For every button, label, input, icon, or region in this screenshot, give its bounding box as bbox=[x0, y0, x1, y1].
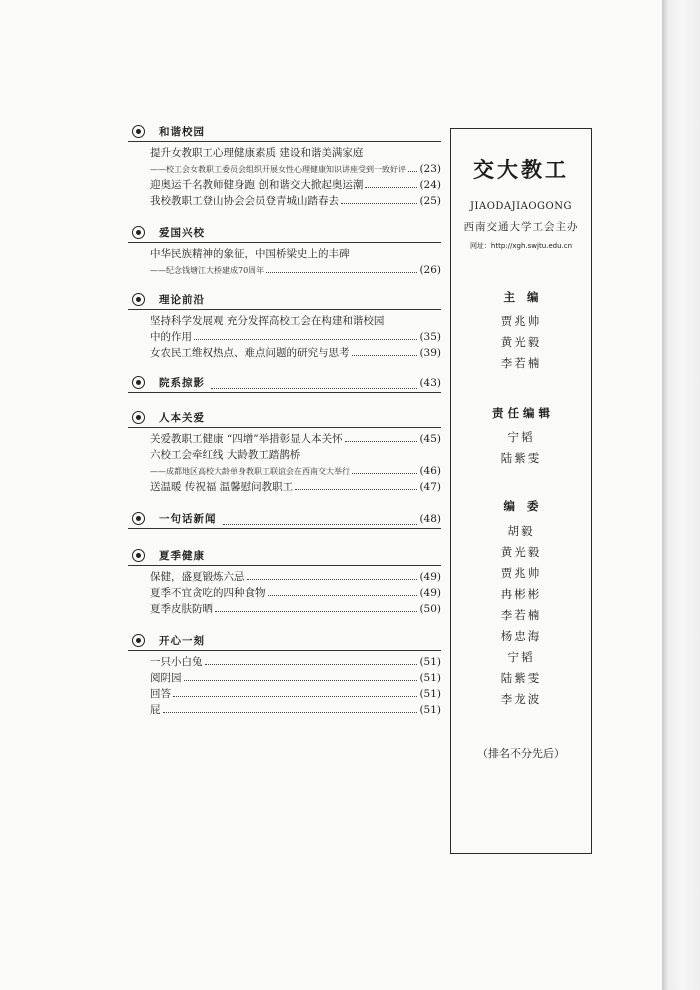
page-number: (49) bbox=[419, 587, 441, 599]
page-number: (46) bbox=[419, 465, 441, 477]
editor-name: 宁韬 bbox=[507, 650, 535, 664]
entry-title: 关爱教职工健康 “四增”举措彰显人本关怀 bbox=[150, 433, 343, 445]
bullet-circle-icon bbox=[132, 549, 145, 562]
section-title: 夏季健康 bbox=[159, 550, 205, 562]
dot-leader bbox=[194, 339, 417, 340]
section-heading bbox=[128, 373, 441, 393]
entry-title: 保健，盛夏锻炼六忌 bbox=[150, 571, 245, 583]
toc-section bbox=[128, 290, 441, 361]
toc-entry[interactable] bbox=[150, 345, 441, 361]
page-number: (50) bbox=[419, 603, 441, 615]
bullet-circle-icon bbox=[132, 634, 145, 647]
ordering-note: （排名不分先后） bbox=[477, 747, 565, 760]
chief-editor-label: 主编 bbox=[503, 290, 551, 304]
dot-leader bbox=[268, 595, 418, 596]
page-number: (23) bbox=[419, 163, 441, 175]
page-number: (25) bbox=[419, 195, 441, 207]
toc-section bbox=[128, 408, 441, 495]
page-edge bbox=[662, 0, 700, 990]
dot-leader bbox=[365, 187, 417, 188]
page-number: (26) bbox=[419, 264, 441, 276]
toc-entry[interactable] bbox=[150, 431, 441, 447]
toc-entry[interactable] bbox=[150, 329, 441, 345]
dot-leader bbox=[341, 203, 417, 204]
entry-title: 中的作用 bbox=[150, 331, 192, 343]
section-title: 理论前沿 bbox=[159, 294, 205, 306]
editor-name: 黄光毅 bbox=[500, 335, 542, 349]
page-number: (39) bbox=[419, 347, 441, 359]
editor-name: 李若楠 bbox=[500, 608, 542, 622]
section-heading bbox=[128, 408, 441, 428]
dot-leader bbox=[215, 611, 417, 612]
toc-entry[interactable] bbox=[150, 145, 441, 161]
section-title: 人本关爱 bbox=[159, 412, 205, 424]
masthead-box bbox=[450, 128, 592, 854]
responsible-editor-list bbox=[451, 427, 591, 469]
entry-title: 提升女教职工心理健康素质 建设和谐美满家庭 bbox=[150, 147, 364, 159]
toc-entry[interactable] bbox=[150, 479, 441, 495]
magazine-host: 西南交通大学工会主办 bbox=[463, 221, 579, 233]
entry-title: 夏季不宜贪吃的四种食物 bbox=[150, 587, 266, 599]
toc-section bbox=[128, 631, 441, 718]
toc-entry[interactable] bbox=[150, 601, 441, 617]
committee-label: 编委 bbox=[503, 499, 551, 513]
editor-name: 李若楠 bbox=[500, 356, 542, 370]
toc-section bbox=[128, 122, 441, 209]
dot-leader bbox=[163, 712, 418, 713]
entry-title: 屁 bbox=[150, 704, 161, 716]
entry-title: 中华民族精神的象征，中国桥梁史上的丰碑 bbox=[150, 248, 350, 260]
page-number: (51) bbox=[419, 704, 441, 716]
dot-leader bbox=[352, 473, 417, 474]
editor-name: 李龙波 bbox=[500, 692, 542, 706]
section-title: 院系掠影 bbox=[159, 377, 205, 389]
entry-title: 回答 bbox=[150, 688, 171, 700]
editor-name: 胡毅 bbox=[507, 524, 535, 538]
bullet-circle-icon bbox=[132, 376, 145, 389]
toc-section bbox=[128, 509, 441, 532]
magazine-pinyin: JIAODAJIAOGONG bbox=[470, 201, 572, 212]
toc-section bbox=[128, 373, 441, 396]
section-title: 和谐校园 bbox=[159, 126, 205, 138]
toc-entry[interactable] bbox=[150, 161, 441, 177]
toc-entry[interactable] bbox=[150, 262, 441, 278]
toc-entry[interactable] bbox=[150, 246, 441, 262]
table-of-contents bbox=[128, 122, 441, 718]
magazine-website: 网址：http://xgh.swjtu.edu.cn bbox=[469, 242, 573, 250]
page-number: (43) bbox=[419, 376, 441, 389]
toc-section bbox=[128, 223, 441, 278]
dot-leader bbox=[211, 388, 417, 389]
toc-entry[interactable] bbox=[150, 585, 441, 601]
entry-subtitle: ——成都地区高校大龄单身教职工联谊会在西南交大举行 bbox=[150, 467, 350, 476]
section-heading bbox=[128, 223, 441, 243]
toc-entry[interactable] bbox=[150, 654, 441, 670]
entry-title: 我校教职工登山协会会员登青城山踏春去 bbox=[150, 195, 339, 207]
page-number: (48) bbox=[419, 512, 441, 525]
page-number: (47) bbox=[419, 481, 441, 493]
dot-leader bbox=[408, 171, 417, 172]
dot-leader bbox=[247, 579, 418, 580]
chief-editor-list bbox=[451, 311, 591, 374]
page-number: (51) bbox=[419, 672, 441, 684]
toc-entry[interactable] bbox=[150, 193, 441, 209]
page-number: (24) bbox=[419, 179, 441, 191]
section-title: 爱国兴校 bbox=[159, 227, 205, 239]
editor-name: 贾兆帅 bbox=[500, 314, 542, 328]
bullet-circle-icon bbox=[132, 226, 145, 239]
section-heading bbox=[128, 509, 441, 529]
page-number: (51) bbox=[419, 656, 441, 668]
page-number: (51) bbox=[419, 688, 441, 700]
editor-name: 陆紫雯 bbox=[500, 671, 542, 685]
entry-title: 夏季皮肤防晒 bbox=[150, 603, 213, 615]
entry-title: 迎奥运千名教师健身跑 创和谐交大掀起奥运潮 bbox=[150, 179, 364, 191]
editor-name: 陆紫雯 bbox=[500, 451, 542, 465]
bullet-circle-icon bbox=[132, 293, 145, 306]
entry-subtitle: ——校工会女教职工委员会组织开展女性心理健康知识讲座受到一致好评 bbox=[150, 165, 406, 174]
toc-entry[interactable] bbox=[150, 569, 441, 585]
committee-list bbox=[451, 521, 591, 710]
dot-leader bbox=[205, 664, 418, 665]
entry-title: 阅阴园 bbox=[150, 672, 182, 684]
bullet-circle-icon bbox=[132, 125, 145, 138]
toc-entry[interactable] bbox=[150, 670, 441, 686]
editor-name: 宁韬 bbox=[507, 430, 535, 444]
entry-title: 坚持科学发展观 充分发挥高校工会在构建和谐校园 bbox=[150, 315, 385, 327]
section-title: 一句话新闻 bbox=[159, 513, 217, 525]
page-number: (35) bbox=[419, 331, 441, 343]
entry-subtitle: ——纪念钱塘江大桥建成70周年 bbox=[150, 266, 265, 275]
entry-title: 一只小白兔 bbox=[150, 656, 203, 668]
toc-entry[interactable] bbox=[150, 177, 441, 193]
toc-section bbox=[128, 546, 441, 617]
bullet-circle-icon bbox=[132, 411, 145, 424]
dot-leader bbox=[184, 680, 418, 681]
page-number: (45) bbox=[419, 433, 441, 445]
section-title: 开心一刻 bbox=[159, 635, 205, 647]
editor-name: 杨忠海 bbox=[500, 629, 542, 643]
dot-leader bbox=[295, 489, 417, 490]
entry-title: 送温暖 传祝福 温馨慰问教职工 bbox=[150, 481, 294, 493]
section-heading bbox=[128, 546, 441, 566]
toc-entry[interactable] bbox=[150, 313, 441, 329]
toc-entry[interactable] bbox=[150, 463, 441, 479]
dot-leader bbox=[173, 696, 417, 697]
section-heading bbox=[128, 631, 441, 651]
dot-leader bbox=[266, 272, 417, 273]
dot-leader bbox=[352, 355, 418, 356]
page-number: (49) bbox=[419, 571, 441, 583]
bullet-circle-icon bbox=[132, 512, 145, 525]
dot-leader bbox=[223, 524, 418, 525]
section-heading bbox=[128, 290, 441, 310]
entry-title: 女农民工维权热点、难点问题的研究与思考 bbox=[150, 347, 350, 359]
editor-name: 冉彬彬 bbox=[500, 587, 542, 601]
toc-entry[interactable] bbox=[150, 686, 441, 702]
responsible-editor-label: 责任编辑 bbox=[492, 406, 554, 420]
section-heading bbox=[128, 122, 441, 142]
editor-name: 贾兆帅 bbox=[500, 566, 542, 580]
toc-entry[interactable] bbox=[150, 447, 441, 463]
entry-title: 六校工会牵红线 大龄教工踏鹊桥 bbox=[150, 449, 301, 461]
editor-name: 黄光毅 bbox=[500, 545, 542, 559]
dot-leader bbox=[345, 441, 418, 442]
magazine-title: 交大教工 bbox=[473, 157, 569, 182]
toc-entry[interactable] bbox=[150, 702, 441, 718]
